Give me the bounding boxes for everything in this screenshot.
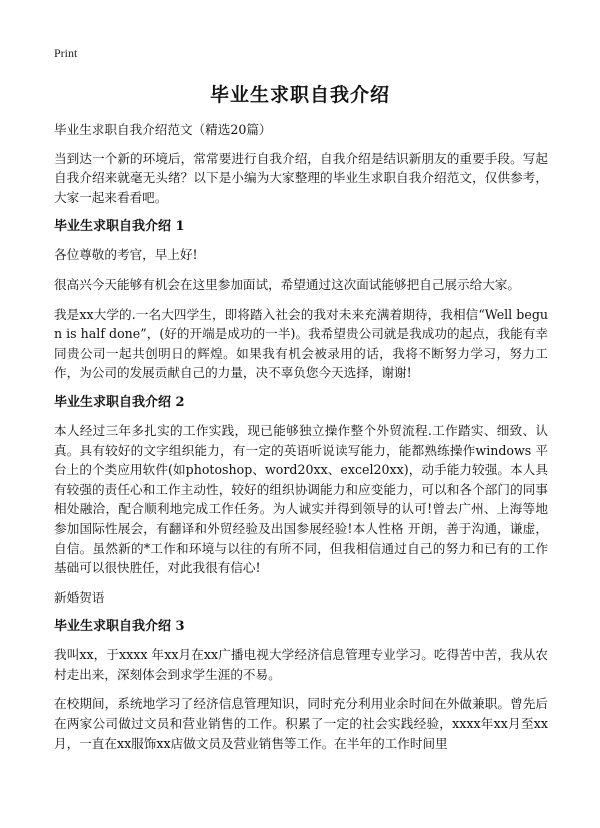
section-3-paragraph-1: 我叫xx，于xxxx 年xx月在xx广播电视大学经济信息管理专业学习。吃得苦中苦，我从农村走出来，深刻体会到求学生涯的不易。 xyxy=(54,647,548,682)
subtitle: 毕业生求职自我介绍范文（精选20篇） xyxy=(54,122,272,137)
intro-paragraph: 当到达一个新的环境后，常常要进行自我介绍，自我介绍是结识新朋友的重要手段。写起自我介绍来就毫无头绪？以下是小编为大家整理的毕业生求职自我介绍范文，仅供参考，大家一起来看看吧。 xyxy=(54,150,548,205)
section-3-paragraph-2: 在校期间，系统地学习了经济信息管理知识，同时充分利用业余时间在外做兼职。曾先后在两家公司做过文员和营业销售的工作。积累了一定的社会实践经验，xxxx年xx月至xx月，一直在xx服饰xx店做文员及营业销售等工作。在半年的工作时间里 xyxy=(54,696,548,751)
print-link[interactable]: Print xyxy=(54,46,78,60)
section-heading-1: 毕业生求职自我介绍 1 xyxy=(54,219,185,235)
section-2-paragraph-1: 本人经过三年多扎实的工作实践，现已能够独立操作整个外贸流程.工作踏实、细致、认真。具有较好的文字组织能力，有一定的英语听说读写能力，能都熟练操作windows 平台上的个类应用软件(如photoshop、word20xx、excel20xx)，动手能力较强。本人具有较强的责任心和工作主动性，较好的组织协调能力和应变能力，可以和各个部门的同事相处融洽，配合顺利地完成工作任务。为人诚实并得到领导的认可!曾去广州、上海等地参加国际性展会，有翻译和外贸经验及出国参展经验!本人性格 开朗，善于沟通，谦虚，自信。虽然新的*工作和环境与以往的有所不同，但我相信通过自己的努力和已有的工作基础可以很快胜任，对此我很有信心! xyxy=(54,422,548,576)
section-2-paragraph-2: 新婚贺语 xyxy=(54,589,105,605)
page-title: 毕业生求职自我介绍 xyxy=(209,84,390,106)
section-1-paragraph-3: 我是xx大学的.一名大四学生，即将踏入社会的我对未来充满着期待，我相信“Well begun is half done”，(好的开端是成功的一半)。我希望贵公司就是我成功的起点，我能有幸同贵公司一起共创明日的辉煌。如果我有机会被录用的话，我将不断努力学习，努力工作，为公司的发展贡献自己的力量，决不辜负您今天选择，谢谢! xyxy=(54,306,548,381)
section-1-paragraph-2: 很高兴今天能够有机会在这里参加面试，希望通过这次面试能够把自己展示给大家。 xyxy=(54,276,520,292)
section-heading-2: 毕业生求职自我介绍 2 xyxy=(54,394,185,410)
section-heading-3: 毕业生求职自我介绍 3 xyxy=(54,619,185,635)
section-1-paragraph-1: 各位尊敬的考官，早上好! xyxy=(54,247,198,263)
article-body xyxy=(54,120,548,763)
